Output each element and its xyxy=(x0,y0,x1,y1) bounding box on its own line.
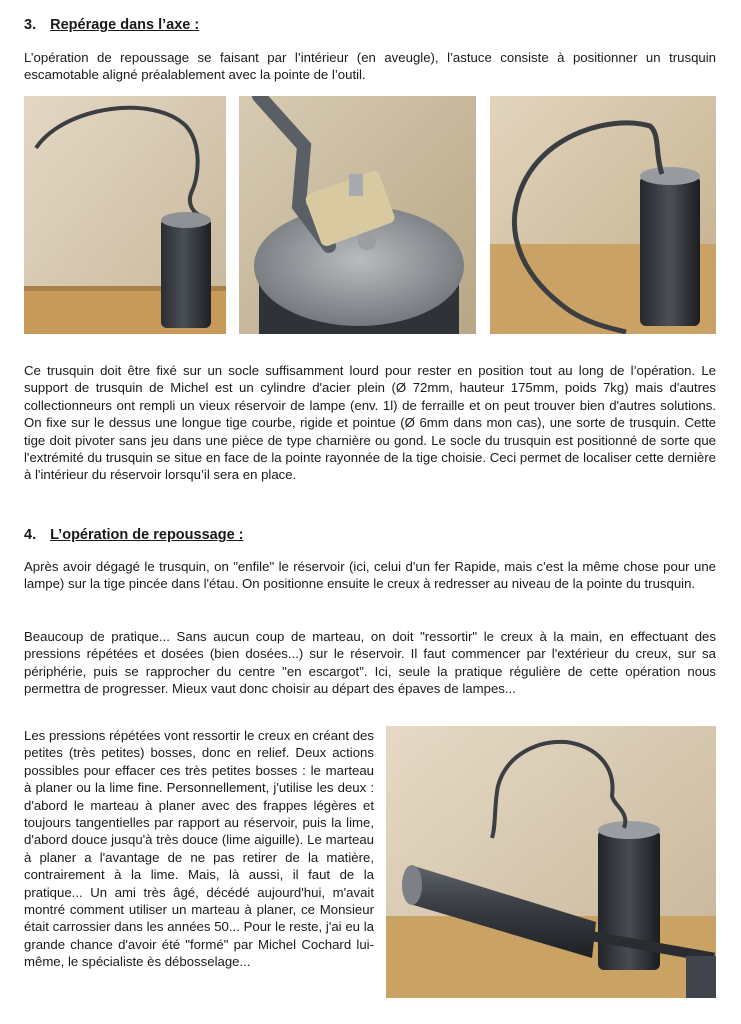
section-4-para-1: Après avoir dégagé le trusquin, on "enfile" le réservoir (ici, celui d'un fer Rapide, mais c'est la même chose pour une lampe) sur la tige pincée dans l'étau. On positionne ensuite le creux à redresser au niveau de la pointe du trusquin. xyxy=(24,559,716,592)
section-number: 3. xyxy=(24,17,37,33)
section-3-body: Ce trusquin doit être fixé sur un socle suffisamment lourd pour rester en position tout au long de l’opération. Le support de trusquin de Michel est un cylindre d'acier plein (Ø 72mm, hauteur 175mm, poids 7kg) mais d'autres collectionneurs ont rempli un vieux réservoir de lampe (env. 1l) de ferraille et on peut trouver bien d'autres solutions. On fixe sur le dessus une longue tige courbe, rigide et pointue (Ø 6mm dans mon cas), une sorte de trusquin. Cette tige doit pivoter sans jeu dans une pièce de type charnière ou gond. Le socle du trusquin est positionné de sorte que l'extrémité du trusquin se situe en face de la pointe rayonnée de la tige choisie. Ceci permet de localiser cette dernière à l'intérieur du réservoir lorsqu’il sera en place. xyxy=(24,363,716,483)
section-number: 4. xyxy=(24,527,37,543)
section-title: L’opération de repoussage : xyxy=(50,527,244,543)
photo-reservoir-on-rod xyxy=(386,726,716,998)
section-3-heading xyxy=(24,17,199,33)
photo-hinge-closeup xyxy=(239,96,476,334)
photo-scriber-stand xyxy=(24,96,226,334)
section-title: Repérage dans l’axe : xyxy=(50,17,200,33)
photo-rod-pivoted xyxy=(490,96,716,334)
section-3-intro: L’opération de repoussage se faisant par l’intérieur (en aveugle), l’astuce consiste à positionner un trusquin escamotable aligné préalablement avec la pointe de l’outil. xyxy=(24,50,716,83)
section-4-heading xyxy=(24,527,244,543)
section-4-para-3: Les pressions répétées vont ressortir le creux en créant des petites (très petites) bosses, donc en relief. Deux actions possibles pour effacer ces très petites bosses : le marteau à planer ou la lime fine. Personnellement, j'utilise les deux : d'abord le marteau à planer avec des frappes légères et toujours tangentielles par rapport au réservoir, puis la lime, d'abord douce jusqu'à très douce (lime aiguille). Le marteau à planer a l'avantage de ne pas retirer de la matière, contrairement à la lime. Mais, là aussi, il faut de la pratique... Un ami très âgé, décédé aujourd'hui, m'avait montré comment utiliser un marteau à planer, ce Monsieur était carrossier dans les années 50... Pour le reste, j'ai eu la grande chance d'avoir été "formé" par Michel Cochard lui-même, le spécialiste ès débosselage... xyxy=(24,728,374,970)
section-4-para-2: Beaucoup de pratique... Sans aucun coup de marteau, on doit "ressortir" le creux à la main, en effectuant des pressions répétées et dosées (bien dosées...) sur le réservoir. Il faut commencer par l'extérieur du creux, sur sa périphérie, puis se rapprocher du centre "en escargot". Ici, seule la pratique régulière de cette opération nous permettra de progresser. Mieux vaut donc choisir au départ des épaves de lampes... xyxy=(24,629,716,697)
